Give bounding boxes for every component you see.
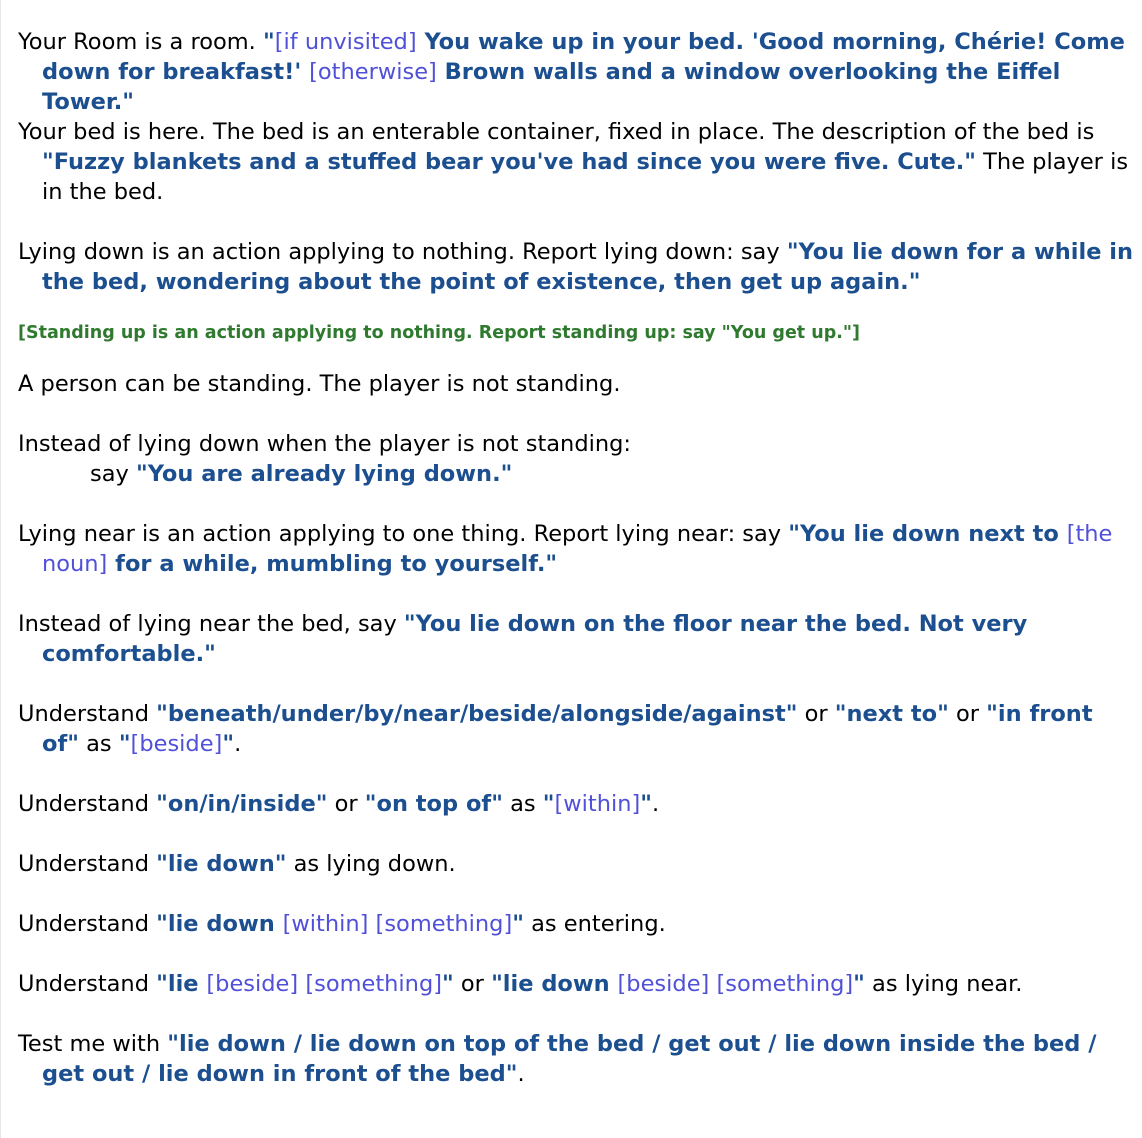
blank-line [18,999,1134,1029]
substitution-text: [beside] [something] [206,971,443,997]
substitution-text: [otherwise] [309,59,437,85]
substitution-text: [within] [something] [282,911,513,937]
plain-text: Lying down is an action applying to nothing. Report lying down: say [18,239,787,265]
paragraph-standing-property [18,369,1134,399]
quoted-text: for a while, mumbling to yourself." [107,551,558,577]
plain-text: as lying down. [286,851,456,877]
plain-text: . [517,1061,525,1087]
plain-text: Lying near is an action applying to one thing. Report lying near: say [18,521,789,547]
plain-text: say [90,461,136,487]
substitution-text: [beside] [130,731,223,757]
paragraph-understand-entering [18,909,1134,939]
paragraph-instead-lying-near-bed [18,609,1134,669]
plain-text: as [502,791,543,817]
indented-line [42,459,1134,489]
quoted-text: "beneath/under/by/near/beside/alongside/against" [156,701,798,727]
plain-text: or [948,701,987,727]
paragraph-test-me [18,1029,1134,1089]
quoted-text: "lie down [491,971,618,997]
blank-line [18,207,1134,237]
quoted-text: " [222,731,235,757]
plain-text: as [78,731,119,757]
quoted-text: "You are already lying down." [135,461,513,487]
plain-text: Your Room is a room. [18,29,263,55]
blank-line [18,879,1134,909]
quoted-text: " [853,971,865,997]
blank-line [18,579,1134,609]
plain-text: The player is in the bed. [42,149,1129,205]
paragraph-understand-lying-near [18,969,1134,999]
plain-text: Your bed is here. The bed is an enterable container, fixed in place. The description of the bed is [18,119,1095,145]
quoted-text: " [512,911,524,937]
plain-text: Understand [18,911,157,937]
quoted-text: " [262,29,275,55]
plain-text: Instead of lying down when the player is not standing: [18,431,631,457]
quoted-text: "lie down [156,911,283,937]
blank-line [18,399,1134,429]
source-text-area[interactable] [18,27,1134,1089]
plain-text: or [797,701,835,727]
blank-line [18,489,1134,519]
paragraph-understand-within [18,789,1134,819]
plain-text: or [327,791,365,817]
paragraph-lying-down-action [18,237,1134,297]
comment-standing-up: [Standing up is an action applying to nothing. Report standing up: say "You get up."] [18,323,861,343]
quoted-text: " [542,791,555,817]
blank-line [18,669,1134,699]
quoted-text: "lie down / lie down on top of the bed / get out / lie down inside the bed / get out / lie down in front of the bed" [42,1031,1097,1087]
plain-text: as lying near. [864,971,1023,997]
quoted-text: "in front of" [42,701,1093,757]
quoted-text: "lie [156,971,207,997]
quoted-text: "lie down" [156,851,287,877]
blank-line [18,759,1134,789]
quoted-text: "Fuzzy blankets and a stuffed bear you've had since you were five. Cute." [42,149,977,175]
quoted-text: "on top of" [364,791,503,817]
quoted-text: "on/in/inside" [156,791,328,817]
plain-text: or [453,971,492,997]
plain-text: Instead of lying near the bed, say [18,611,404,637]
blank-line [18,819,1134,849]
plain-text: . [652,791,660,817]
plain-text: Understand [18,701,157,727]
quoted-text: "You lie down for a while in the bed, wondering about the point of existence, then get up again." [42,239,1134,295]
quoted-text: You wake up in your bed. 'Good morning, Chérie! Come down for breakfast!' [42,29,1125,85]
plain-text: Understand [18,851,157,877]
paragraph-bed-definition [18,117,1134,207]
blank-line [18,345,1134,369]
plain-text: . [234,731,242,757]
blank-line [18,297,1134,321]
paragraph-lying-near-action [18,519,1134,579]
quoted-text: "next to" [834,701,949,727]
substitution-text: [the noun] [42,521,1113,577]
paragraph-understand-lie-down [18,849,1134,879]
quoted-text: Brown walls and a window overlooking the Eiffel Tower." [42,59,1061,115]
paragraph-room-definition [18,27,1134,117]
quoted-text: " [118,731,131,757]
paragraph-instead-lying-down [18,429,1134,489]
plain-text: Understand [18,791,157,817]
blank-line [18,939,1134,969]
substitution-text: [if unvisited] [274,29,417,55]
plain-text: as entering. [523,911,666,937]
substitution-text: [within] [554,791,641,817]
quoted-text: "You lie down next to [788,521,1067,547]
quoted-text: " [640,791,653,817]
quoted-text: " [442,971,454,997]
window-left-edge [0,0,1,1138]
quoted-text: "You lie down on the floor near the bed. Not very comfortable." [42,611,1028,667]
plain-text: A person can be standing. The player is not standing. [18,371,621,397]
paragraph-understand-beside [18,699,1134,759]
plain-text: Test me with [18,1031,168,1057]
plain-text: Understand [18,971,157,997]
substitution-text: [beside] [something] [617,971,854,997]
